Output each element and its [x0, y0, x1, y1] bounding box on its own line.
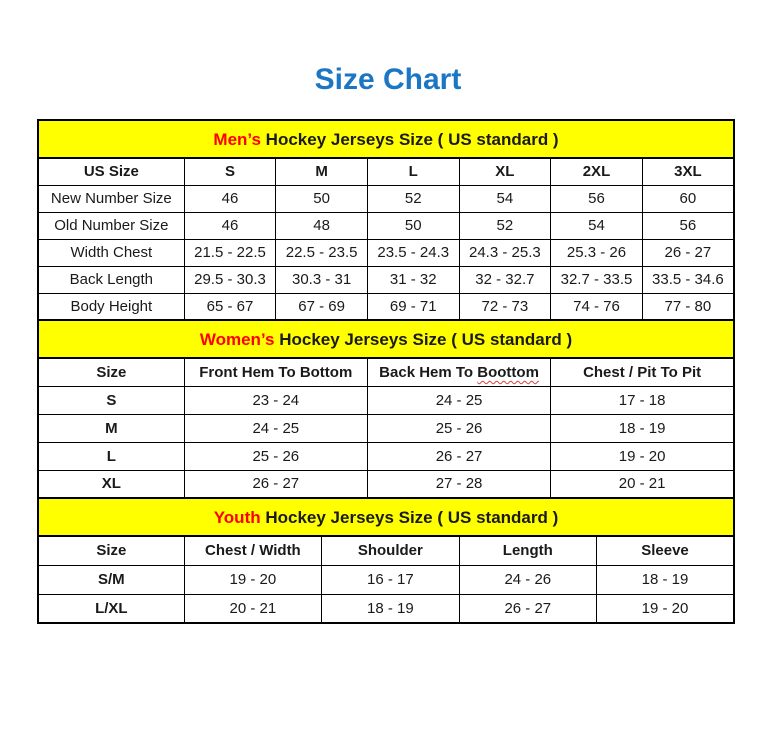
table-row: [38, 185, 734, 212]
youth-size-section: [37, 497, 735, 624]
size-value-cell: 26 - 27: [367, 442, 550, 470]
column-header: Chest / Pit To Pit: [551, 358, 734, 386]
table-row: [38, 266, 734, 293]
row-label: Back Length: [38, 266, 184, 293]
youth-title-rest: Hockey Jerseys Size ( US standard ): [260, 508, 559, 527]
size-value-cell: 18 - 19: [551, 414, 734, 442]
size-value-cell: 67 - 69: [276, 293, 368, 320]
column-header: Chest / Width: [184, 536, 321, 565]
mens-title-rest: Hockey Jerseys Size ( US standard ): [260, 130, 559, 149]
table-row: [38, 239, 734, 266]
row-label: S: [38, 386, 184, 414]
size-value-cell: 24.3 - 25.3: [459, 239, 551, 266]
column-header: Length: [459, 536, 596, 565]
size-value-cell: 77 - 80: [642, 293, 734, 320]
size-value-cell: 20 - 21: [184, 594, 321, 623]
column-header: 3XL: [642, 158, 734, 185]
column-header: Size: [38, 536, 184, 565]
size-value-cell: 72 - 73: [459, 293, 551, 320]
size-value-cell: 46: [184, 185, 276, 212]
size-value-cell: 54: [459, 185, 551, 212]
size-value-cell: 24 - 25: [184, 414, 367, 442]
mens-table-title-band: [37, 119, 735, 159]
size-value-cell: 48: [276, 212, 368, 239]
size-value-cell: 25.3 - 26: [551, 239, 643, 266]
table-row: [38, 386, 734, 414]
table-row: [38, 470, 734, 498]
row-label: S/M: [38, 565, 184, 594]
youth-table-body: [38, 565, 734, 623]
mens-title-highlight: Men’s: [213, 130, 261, 149]
table-row: [38, 414, 734, 442]
table-row: [38, 565, 734, 594]
size-value-cell: 21.5 - 22.5: [184, 239, 276, 266]
womens-title-highlight: Women’s: [199, 330, 275, 349]
size-value-cell: 26 - 27: [642, 239, 734, 266]
column-header: S: [184, 158, 276, 185]
size-value-cell: 56: [551, 185, 643, 212]
row-label: XL: [38, 470, 184, 498]
womens-size-section: [37, 319, 735, 499]
mens-size-section: [37, 119, 735, 321]
size-value-cell: 23.5 - 24.3: [367, 239, 459, 266]
size-value-cell: 26 - 27: [184, 470, 367, 498]
row-label: Old Number Size: [38, 212, 184, 239]
size-value-cell: 26 - 27: [459, 594, 596, 623]
column-header: Sleeve: [597, 536, 734, 565]
row-label: Body Height: [38, 293, 184, 320]
size-value-cell: 46: [184, 212, 276, 239]
column-header: US Size: [38, 158, 184, 185]
womens-table-header: [38, 358, 734, 386]
size-value-cell: 24 - 25: [367, 386, 550, 414]
size-value-cell: 52: [459, 212, 551, 239]
size-value-cell: 31 - 32: [367, 266, 459, 293]
column-header: M: [276, 158, 368, 185]
size-value-cell: 60: [642, 185, 734, 212]
womens-title-rest: Hockey Jerseys Size ( US standard ): [274, 330, 573, 349]
mens-table-header: [38, 158, 734, 185]
row-label: New Number Size: [38, 185, 184, 212]
column-header: Size: [38, 358, 184, 386]
size-value-cell: 19 - 20: [551, 442, 734, 470]
size-value-cell: 23 - 24: [184, 386, 367, 414]
size-value-cell: 54: [551, 212, 643, 239]
size-chart-tables: [37, 119, 735, 624]
column-header: 2XL: [551, 158, 643, 185]
column-header: XL: [459, 158, 551, 185]
size-value-cell: 18 - 19: [597, 565, 734, 594]
size-value-cell: 52: [367, 185, 459, 212]
misspelled-word: Boottom: [477, 363, 539, 381]
size-value-cell: 25 - 26: [367, 414, 550, 442]
size-value-cell: 27 - 28: [367, 470, 550, 498]
column-header: L: [367, 158, 459, 185]
table-row: [38, 293, 734, 320]
column-header: Shoulder: [322, 536, 459, 565]
size-value-cell: 22.5 - 23.5: [276, 239, 368, 266]
size-value-cell: 18 - 19: [322, 594, 459, 623]
size-value-cell: 33.5 - 34.6: [642, 266, 734, 293]
size-value-cell: 32.7 - 33.5: [551, 266, 643, 293]
womens-table-title-band: [37, 319, 735, 359]
size-value-cell: 16 - 17: [322, 565, 459, 594]
size-value-cell: 74 - 76: [551, 293, 643, 320]
womens-size-table: [37, 357, 735, 499]
header-row: [38, 158, 734, 185]
table-row: [38, 594, 734, 623]
table-row: [38, 442, 734, 470]
size-value-cell: 32 - 32.7: [459, 266, 551, 293]
size-value-cell: 19 - 20: [597, 594, 734, 623]
column-header: Front Hem To Bottom: [184, 358, 367, 386]
size-value-cell: 50: [276, 185, 368, 212]
row-label: Width Chest: [38, 239, 184, 266]
size-value-cell: 65 - 67: [184, 293, 276, 320]
mens-table-body: [38, 185, 734, 320]
size-value-cell: 69 - 71: [367, 293, 459, 320]
size-value-cell: 30.3 - 31: [276, 266, 368, 293]
womens-table-body: [38, 386, 734, 498]
header-row: [38, 536, 734, 565]
size-value-cell: 20 - 21: [551, 470, 734, 498]
column-header: Back Hem To Boottom: [367, 358, 550, 386]
youth-table-title-band: [37, 497, 735, 537]
size-value-cell: 50: [367, 212, 459, 239]
header-row: [38, 358, 734, 386]
size-value-cell: 25 - 26: [184, 442, 367, 470]
row-label: M: [38, 414, 184, 442]
size-value-cell: 24 - 26: [459, 565, 596, 594]
youth-table-header: [38, 536, 734, 565]
row-label: L: [38, 442, 184, 470]
page-title: Size Chart: [314, 63, 462, 96]
table-row: [38, 212, 734, 239]
size-value-cell: 17 - 18: [551, 386, 734, 414]
size-value-cell: 29.5 - 30.3: [184, 266, 276, 293]
row-label: L/XL: [38, 594, 184, 623]
size-value-cell: 19 - 20: [184, 565, 321, 594]
youth-title-highlight: Youth: [213, 508, 261, 527]
size-value-cell: 56: [642, 212, 734, 239]
mens-size-table: [37, 157, 735, 321]
youth-size-table: [37, 535, 735, 624]
